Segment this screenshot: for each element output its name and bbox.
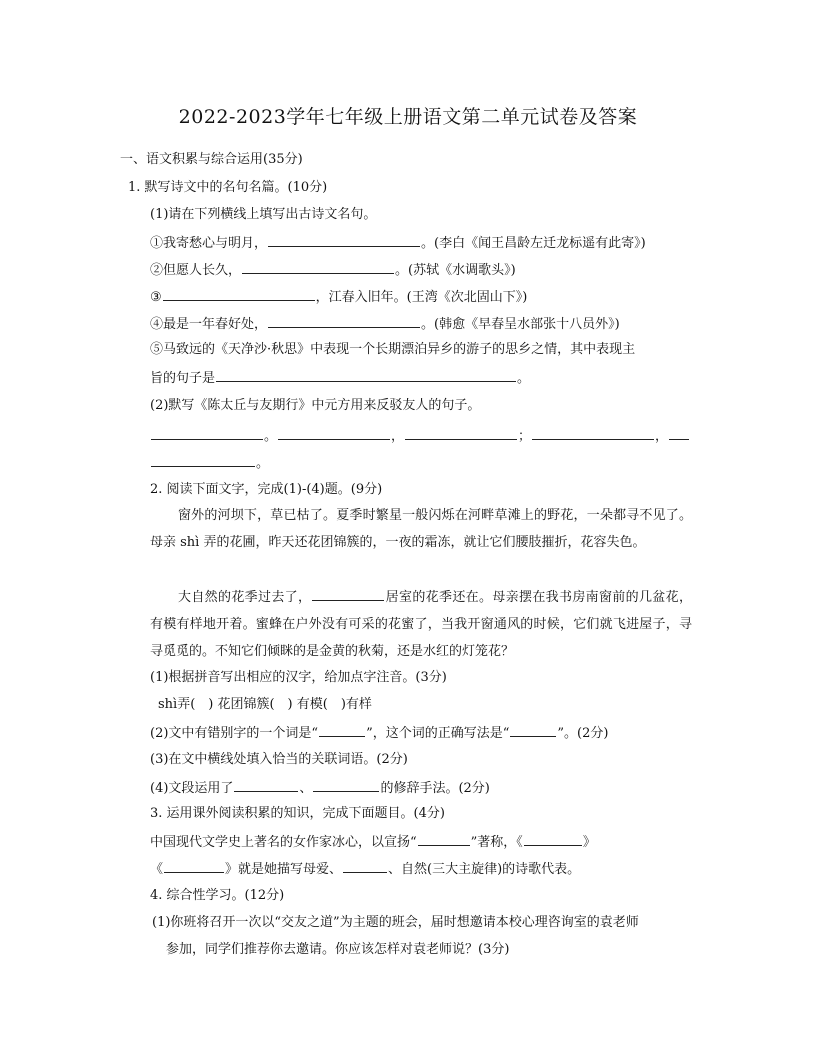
reading-paragraph-1: 窗外的河坝下，草已枯了。夏季时繁星一般闪烁在河畔草滩上的野花，一朵都寻不见了。母亲 shì 弄的花圃，昨天还花团锦簇的，一夜的霜冻，就让它们腰肢摧折，花容失色。 bbox=[150, 508, 692, 550]
q2-sub1-items: shì弄( ) 花团锦簇( ) 有模( )有样 bbox=[158, 697, 372, 712]
answer-blank[interactable] bbox=[405, 425, 517, 440]
q1-item-5-line2 bbox=[150, 367, 530, 389]
q3-line-2 bbox=[150, 858, 580, 880]
q2-sub4-b: 、 bbox=[299, 781, 313, 796]
answer-blank[interactable] bbox=[216, 367, 516, 382]
q2-sub4-a: (4)文段运用了 bbox=[150, 781, 234, 796]
q1-item-1-suffix: 。(李白《闻王昌龄左迁龙标遥有此寄》) bbox=[421, 236, 646, 251]
punct: ； bbox=[518, 429, 532, 444]
answer-blank[interactable] bbox=[312, 586, 384, 601]
answer-blank[interactable] bbox=[524, 831, 582, 846]
q3-line2-a: 《 bbox=[150, 862, 164, 877]
answer-blank[interactable] bbox=[319, 722, 365, 737]
para2-prefix: 大自然的花季过去了， bbox=[178, 590, 312, 605]
question-3-header: 3. 运用课外阅读积累的知识，完成下面题目。(4分) bbox=[150, 806, 445, 821]
q1-item-2-suffix: 。(苏轼《水调歌头》) bbox=[395, 263, 516, 278]
page-title: 2022-2023学年七年级上册语文第二单元试卷及答案 bbox=[178, 106, 638, 128]
punct: ， bbox=[391, 429, 405, 444]
q1-item-4 bbox=[150, 313, 620, 335]
answer-blank[interactable] bbox=[343, 858, 387, 873]
answer-blank[interactable] bbox=[278, 425, 390, 440]
question-1-header: 1. 默写诗文中的名句名篇。(10分) bbox=[128, 180, 328, 195]
q2-sub2 bbox=[150, 722, 608, 744]
q1-item-4-suffix: 。(韩愈《早春呈水部张十八员外》) bbox=[421, 317, 620, 332]
q3-line1-a: 中国现代文学史上著名的女作家冰心，以宣扬“ bbox=[150, 835, 417, 850]
q4-line-2: 参加，同学们推荐你去邀请。你应该怎样对袁老师说？(3分) bbox=[166, 942, 510, 957]
answer-blank[interactable] bbox=[510, 722, 556, 737]
q1-item-3 bbox=[150, 286, 527, 308]
q1-sub1: (1)请在下列横线上填写出古诗文名句。 bbox=[150, 207, 377, 222]
answer-blank[interactable] bbox=[313, 777, 379, 792]
question-2-header: 2. 阅读下面文字，完成(1)-(4)题。(9分) bbox=[150, 482, 383, 497]
q2-sub4-c: 的修辞手法。(2分) bbox=[380, 781, 490, 796]
q1-item-3-suffix: ，江春入旧年。(王湾《次北固山下》) bbox=[315, 290, 528, 305]
para2-suffix: 居室的花季还在。母亲摆在我书房南窗前的几盆花，有模有样地开着。蜜蜂在户外没有可采的花蜜了，当我开窗通风的时候，它们就飞进屋子，寻寻觅觅的。不知它们倾眯的是金黄的秋菊，还是水红的灯笼花？ bbox=[150, 590, 692, 659]
answer-blank[interactable] bbox=[268, 232, 420, 247]
q1-item-5-suffix: 。 bbox=[517, 371, 531, 386]
question-4-header: 4. 综合性学习。(12分) bbox=[150, 888, 285, 903]
q2-sub3: (3)在文中横线处填入恰当的关联词语。(2分) bbox=[150, 752, 408, 767]
punct: ， bbox=[655, 429, 669, 444]
punct: 。 bbox=[264, 429, 278, 444]
answer-blank[interactable] bbox=[268, 313, 420, 328]
q3-line1-b: ”著称，《 bbox=[470, 835, 523, 850]
q3-line2-c: 、自然(三大主旋律)的诗歌代表。 bbox=[388, 862, 581, 877]
q1-sub2: (2)默写《陈太丘与友期行》中元方用来反驳友人的句子。 bbox=[150, 398, 481, 413]
answer-blank[interactable] bbox=[532, 425, 654, 440]
q1-item-5-line1: ⑤马致远的《天净沙·秋思》中表现一个长期漂泊异乡的游子的思乡之情，其中表现主 bbox=[150, 342, 636, 357]
answer-blank[interactable] bbox=[669, 425, 689, 440]
answer-blank[interactable] bbox=[418, 831, 470, 846]
q2-sub2-c: ”。(2分) bbox=[557, 726, 609, 741]
section-heading: 一、语文积累与综合运用(35分) bbox=[120, 152, 303, 167]
q1-answer-row-2 bbox=[150, 452, 269, 474]
q1-item-3-prefix: ③ bbox=[150, 290, 162, 305]
q2-sub4 bbox=[150, 777, 490, 799]
q1-item-5-prefix: 旨的句子是 bbox=[150, 371, 216, 386]
answer-blank[interactable] bbox=[163, 286, 315, 301]
q3-line2-b: 》就是她描写母爱、 bbox=[225, 862, 343, 877]
q1-item-4-prefix: ④最是一年春好处， bbox=[150, 317, 268, 332]
q1-item-2 bbox=[150, 259, 516, 281]
q4-line-1: (1)你班将召开一次以“交友之道”为主题的班会，届时想邀请本校心理咨询室的袁老师 bbox=[152, 915, 639, 930]
answer-blank[interactable] bbox=[151, 425, 263, 440]
q2-sub1: (1)根据拼音写出相应的汉字，给加点字注音。(3分) bbox=[150, 670, 447, 685]
reading-paragraph-2 bbox=[150, 584, 692, 665]
answer-blank[interactable] bbox=[234, 777, 298, 792]
punct: 。 bbox=[256, 456, 270, 471]
q3-line-1 bbox=[150, 831, 596, 853]
answer-blank[interactable] bbox=[164, 858, 224, 873]
q1-answer-row-1 bbox=[150, 425, 690, 447]
q1-item-1 bbox=[150, 232, 646, 254]
q2-sub2-a: (2)文中有错别字的一个词是“ bbox=[150, 726, 319, 741]
q2-sub2-b: ”，这个词的正确写法是“ bbox=[366, 726, 510, 741]
q3-line1-c: 》 bbox=[582, 835, 596, 850]
answer-blank[interactable] bbox=[242, 259, 394, 274]
answer-blank[interactable] bbox=[151, 452, 255, 467]
q1-item-2-prefix: ②但愿人长久， bbox=[150, 263, 242, 278]
q1-item-1-prefix: ①我寄愁心与明月， bbox=[150, 236, 268, 251]
